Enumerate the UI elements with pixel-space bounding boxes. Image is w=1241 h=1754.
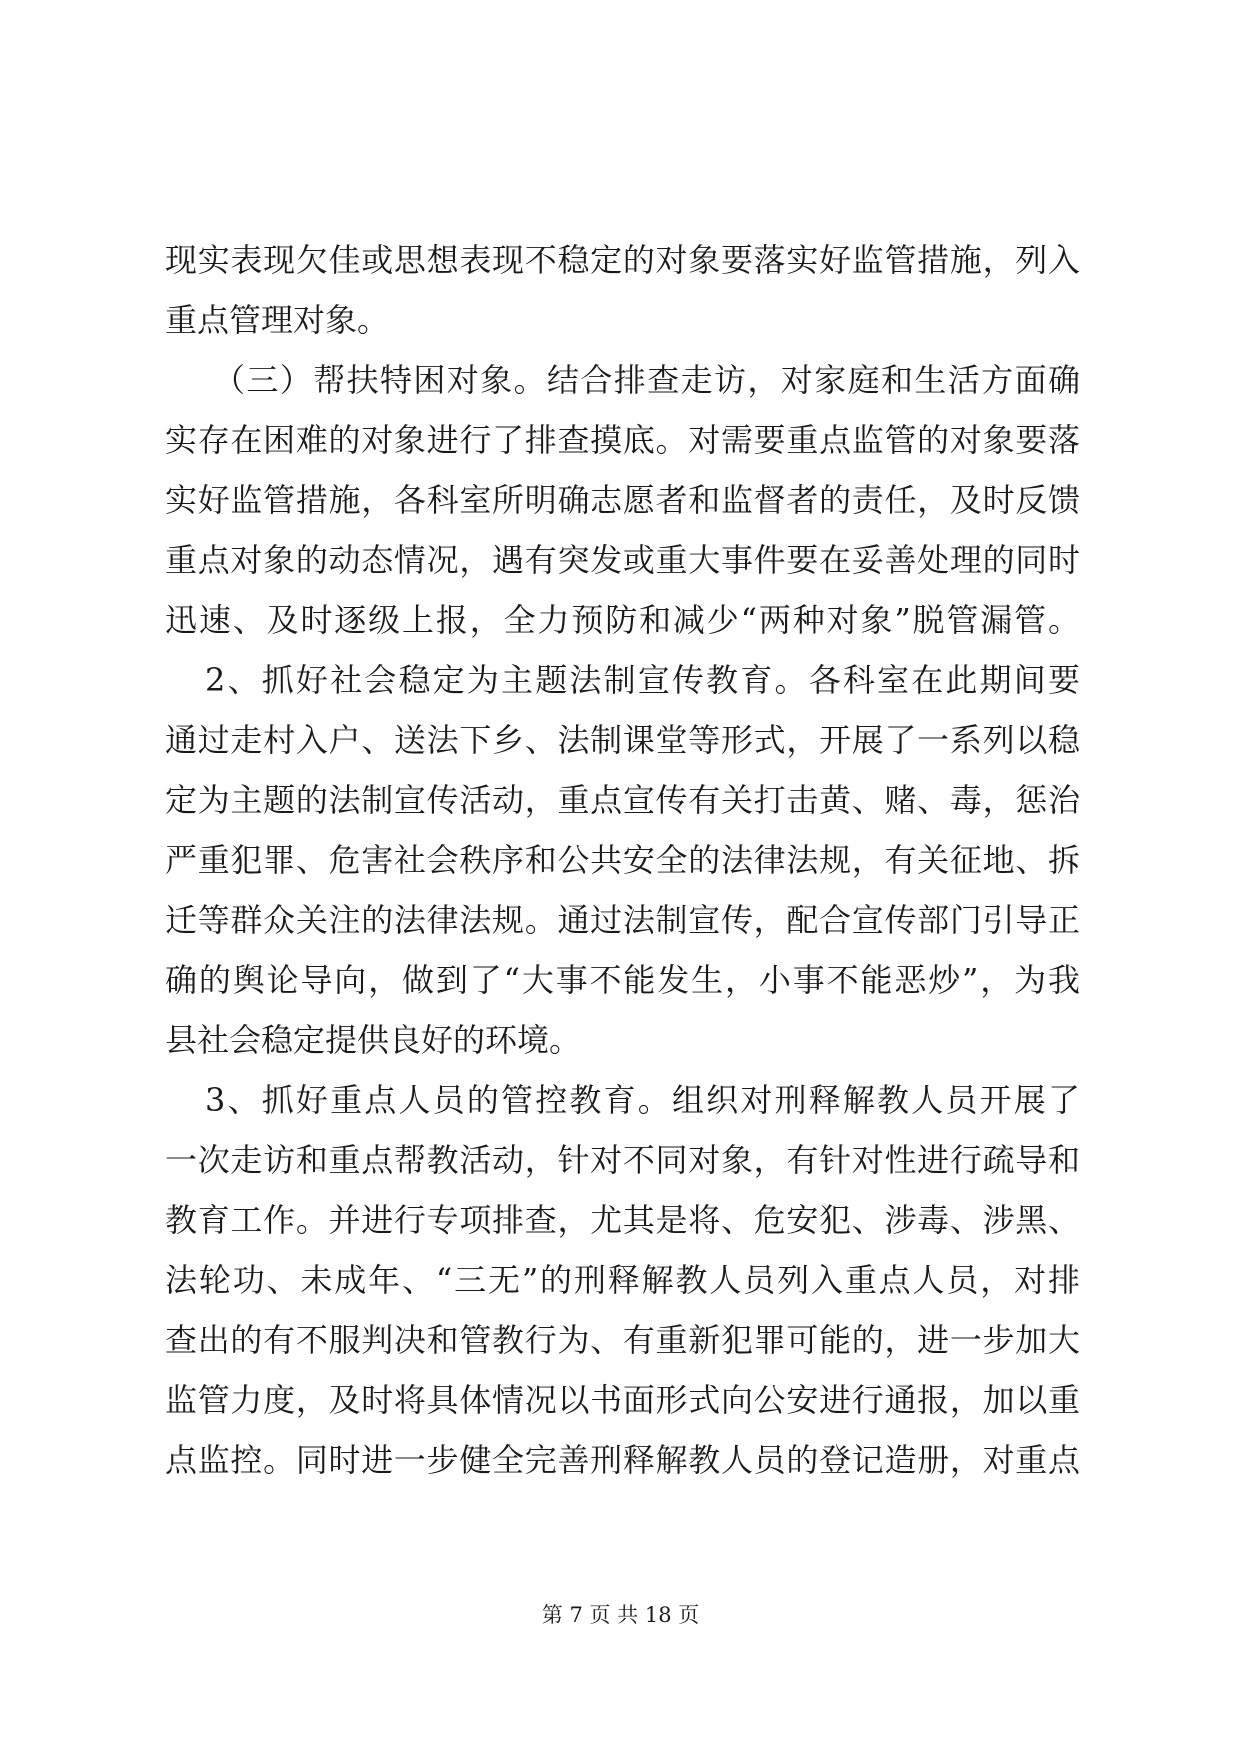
text-line: 定为主题的法制宣传活动，重点宣传有关打击黄、赌、毒，惩治 — [165, 781, 1080, 819]
text-line: 3、抓好重点人员的管控教育。组织对刑释解教人员开展了 — [205, 1081, 1080, 1119]
text-line: 迁等群众关注的法律法规。通过法制宣传，配合宣传部门引导正 — [165, 901, 1080, 939]
text-line: 实好监管措施，各科室所明确志愿者和监督者的责任，及时反馈 — [165, 481, 1080, 519]
text-line: 县社会稳定提供良好的环境。 — [165, 1021, 582, 1059]
text-line: 现实表现欠佳或思想表现不稳定的对象要落实好监管措施，列入 — [165, 241, 1080, 279]
text-line: （三）帮扶特困对象。结合排查走访，对家庭和生活方面确 — [213, 361, 1080, 399]
text-line: 点监控。同时进一步健全完善刑释解教人员的登记造册，对重点 — [165, 1441, 1080, 1479]
text-line: 监管力度，及时将具体情况以书面形式向公安进行通报，加以重 — [165, 1381, 1080, 1419]
text-line: 通过走村入户、送法下乡、法制课堂等形式，开展了一系列以稳 — [165, 721, 1080, 759]
text-line: 2、抓好社会稳定为主题法制宣传教育。各科室在此期间要 — [205, 661, 1080, 699]
text-line: 教育工作。并进行专项排查，尤其是将、危安犯、涉毒、涉黑、 — [165, 1201, 1080, 1239]
text-line: 查出的有不服判决和管教行为、有重新犯罪可能的，进一步加大 — [165, 1321, 1080, 1359]
text-line: 确的舆论导向，做到了“大事不能发生，小事不能恶炒”，为我 — [165, 961, 1080, 999]
page-number-footer: 第 7 页 共 18 页 — [541, 1603, 700, 1627]
text-line: 重点管理对象。 — [165, 301, 390, 339]
text-line: 迅速、及时逐级上报，全力预防和减少“两种对象”脱管漏管。 — [165, 601, 1080, 639]
text-line: 严重犯罪、危害社会秩序和公共安全的法律法规，有关征地、拆 — [165, 841, 1080, 879]
text-line: 一次走访和重点帮教活动，针对不同对象，有针对性进行疏导和 — [165, 1141, 1080, 1179]
text-line: 法轮功、未成年、“三无”的刑释解教人员列入重点人员，对排 — [165, 1261, 1080, 1299]
body-text — [165, 230, 1080, 1490]
text-line: 实存在困难的对象进行了排查摸底。对需要重点监管的对象要落 — [165, 421, 1080, 459]
text-line: 重点对象的动态情况，遇有突发或重大事件要在妥善处理的同时 — [165, 541, 1080, 579]
